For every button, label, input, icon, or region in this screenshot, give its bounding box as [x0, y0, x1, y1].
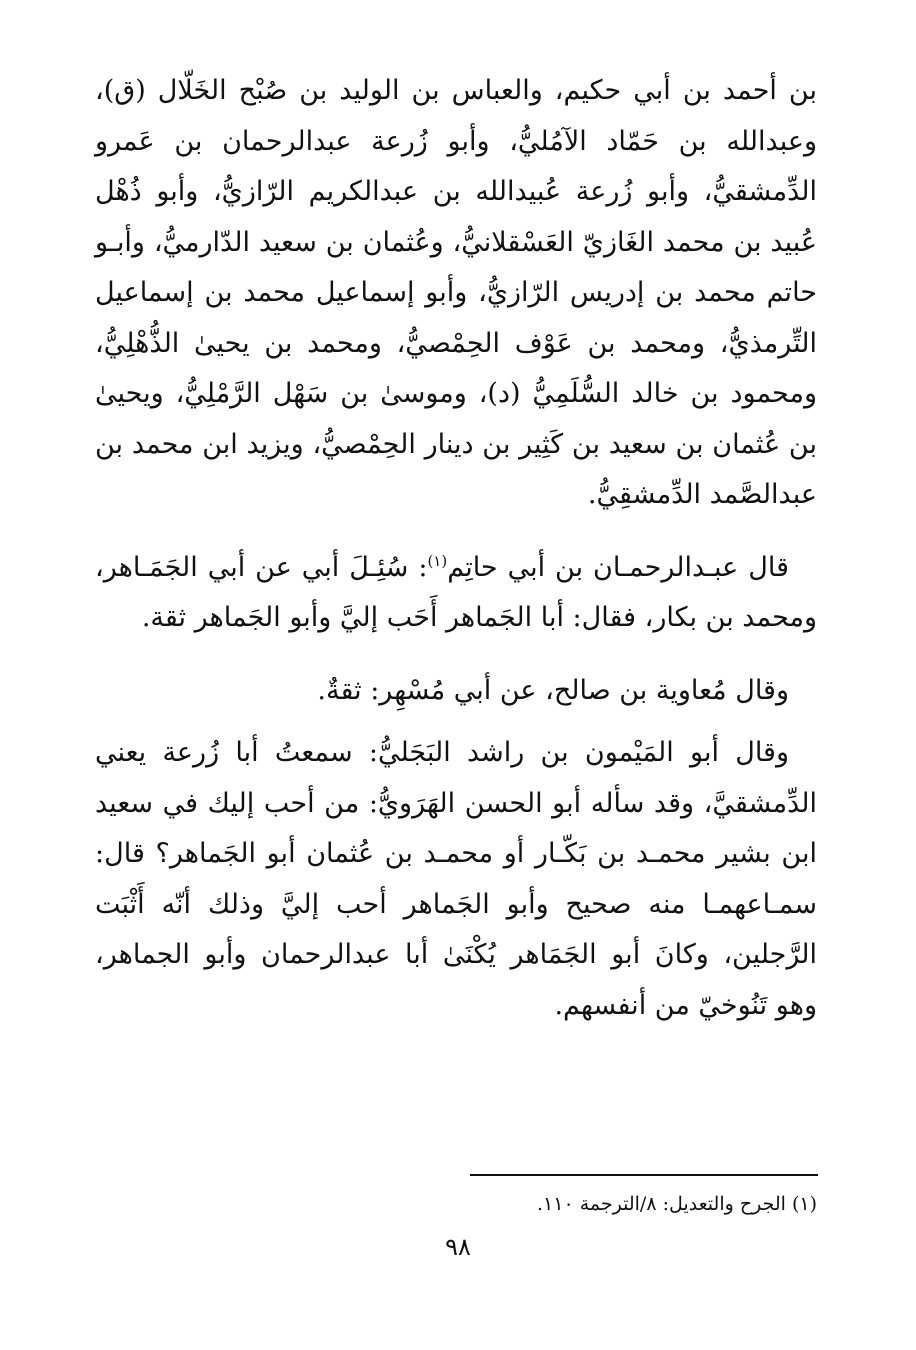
footnote-reference: (١)	[427, 551, 448, 570]
main-text	[95, 66, 817, 1031]
page-number: ٩٨	[445, 1233, 471, 1261]
paragraph-abi-hatim-start: قال عبـدالرحمـان بن أبي حاتِم	[447, 551, 789, 583]
paragraph-abi-maymun: وقال أبو المَيْمون بن راشد البَجَليُّ: سمعتُ أبا زُرعة يعني الدِّمشقيَّ، وقد سأله أبو الحسن الهَرَويُّ: من أحب إليك في سعيد ابن بشير محمـد بن بَكّـار أو محمـد بن عُثمان أبو الجَماهر؟ قال: سمـاعهمـا منه صحيح وأبو الجَماهر أحب إليَّ وذلك أنّه أَثْبَت الرَّجلين، وكانَ أبو الجَمَاهر يُكْنَىٰ أبا عبدالرحمان وأبو الجماهر، وهو تَنُوخيّ من أنفسهم.	[95, 737, 817, 1021]
footnote-divider	[470, 1174, 818, 1176]
paragraph-abi-hatim	[95, 543, 817, 644]
paragraph-abi-hatim-rest: : سُئِـلَ أبي عن أبي الجَمَـاهر، ومحمد بن بكار، فقال: أبا الجَماهر أَحَب إليَّ وأبو الجَماهر ثقة.	[95, 551, 817, 633]
paragraph-narrators: بن أحمد بن أبي حكيم، والعباس بن الوليد بن صُبْح الخَلّال (ق)، وعبدالله بن حَمّاد الآمُليُّ، وأبو زُرعة عبدالرحمان بن عَمرو الدِّمشقيُّ، وأبو زُرعة عُبيدالله بن عبدالكريم الرّازيُّ، وأبو ذُهْل عُبيد بن محمد الغَازيّ العَسْقلانيُّ، وعُثمان بن سعيد الدّارميُّ، وأبـو حاتم محمد بن إدريس الرّازيُّ، وأبو إسماعيل محمد بن إسماعيل التِّرمذيُّ، ومحمد بن عَوْف الحِمْصيُّ، ومحمد بن يحيىٰ الذُّهْلِيُّ، ومحمود بن خالد السُّلَمِيُّ (د)، وموسىٰ بن سَهْل الرَّمْلِيُّ، ويحيىٰ بن عُثمان بن سعيد بن كَثِير بن دينار الحِمْصيُّ، ويزيد ابن محمد بن عبدالصَّمد الدِّمشقِيُّ.	[95, 75, 817, 510]
footnote: (١) الجرح والتعديل: ٨/الترجمة ١١٠.	[537, 1193, 817, 1215]
paragraph-muawiya: وقال مُعاوية بن صالح، عن أبي مُسْهِر: ثقةٌ.	[317, 674, 789, 706]
